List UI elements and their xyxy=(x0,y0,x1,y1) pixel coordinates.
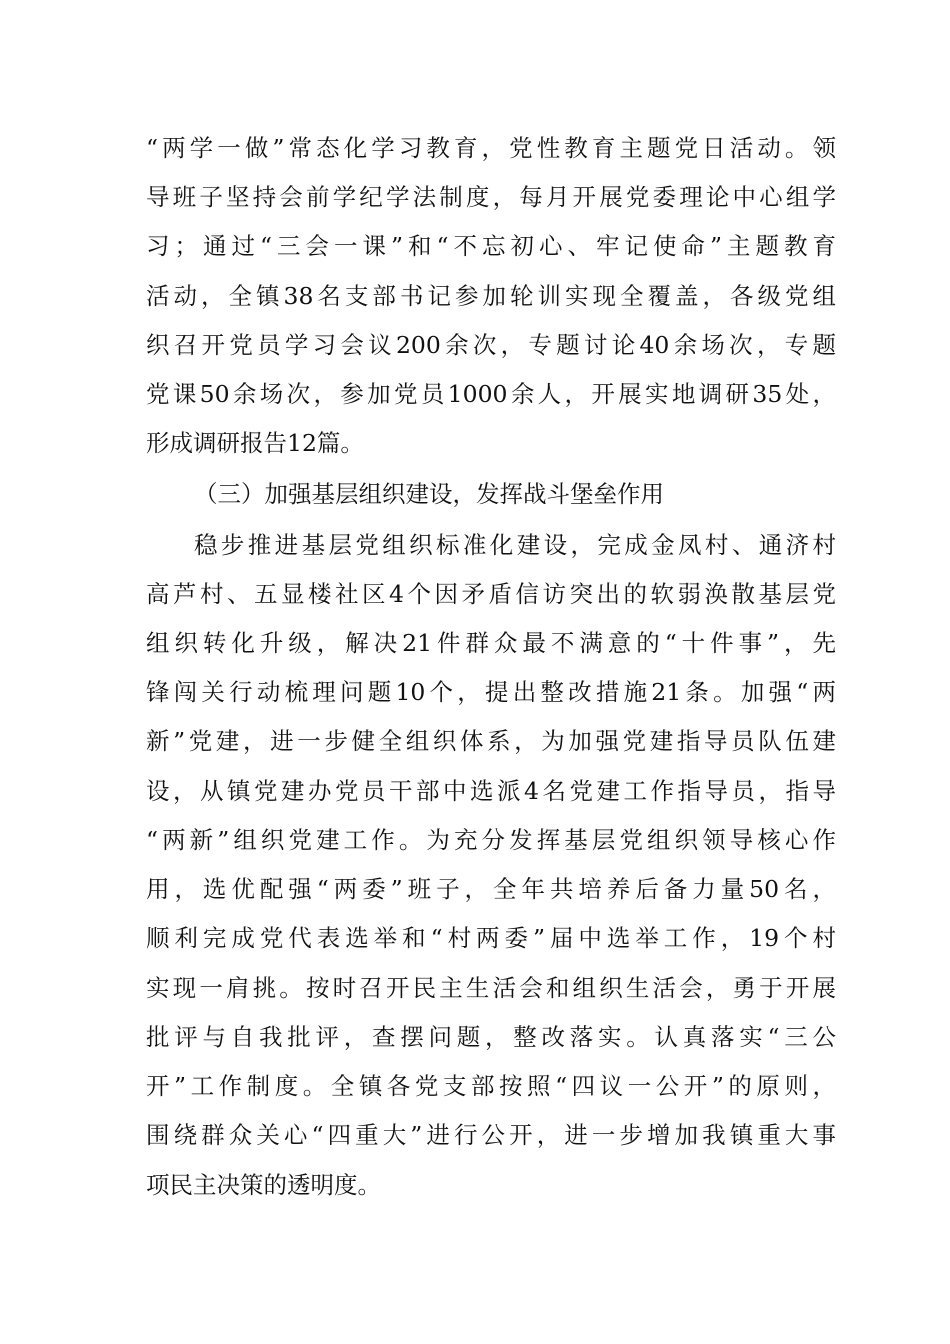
paragraph-1-line-3: 习；通过“三会一课”和“不忘初心、牢记使命”主题教育 xyxy=(146,232,836,260)
paragraph-1-line-2: 导班子坚持会前学纪学法制度，每月开展党委理论中心组学 xyxy=(146,183,836,211)
paragraph-1-line-5: 织召开党员学习会议200余次，专题讨论40余场次，专题 xyxy=(146,331,836,359)
paragraph-2-line-10: 实现一肩挑。按时召开民主生活会和组织生活会，勇于开展 xyxy=(146,974,836,1002)
paragraph-1-line-7: 形成调研报告12篇。 xyxy=(146,429,364,457)
paragraph-2-line-9: 顺利完成党代表选举和“村两委”届中选举工作，19个村 xyxy=(146,924,836,952)
paragraph-2-line-13: 围绕群众关心“四重大”进行公开，进一步增加我镇重大事 xyxy=(146,1121,836,1149)
paragraph-2-line-8: 用，选优配强“两委”班子，全年共培养后备力量50名， xyxy=(146,875,836,903)
paragraph-1-line-6: 党课50余场次，参加党员1000余人，开展实地调研35处， xyxy=(146,380,836,408)
paragraph-2-line-2: 高芦村、五显楼社区4个因矛盾信访突出的软弱涣散基层党 xyxy=(146,580,836,608)
paragraph-2-line-7: “两新”组织党建工作。为充分发挥基层党组织领导核心作 xyxy=(146,826,836,854)
paragraph-2-line-11: 批评与自我批评，查摆问题，整改落实。认真落实“三公 xyxy=(146,1023,836,1051)
paragraph-2-line-12: 开”工作制度。全镇各党支部按照“四议一公开”的原则， xyxy=(146,1072,836,1100)
paragraph-2-line-5: 新”党建，进一步健全组织体系，为加强党建指导员队伍建 xyxy=(146,727,836,755)
paragraph-1-line-4: 活动，全镇38名支部书记参加轮训实现全覆盖，各级党组 xyxy=(146,282,836,310)
paragraph-2-line-6: 设，从镇党建办党员干部中选派4名党建工作指导员，指导 xyxy=(146,777,836,805)
section-heading: （三）加强基层组织建设，发挥战斗堡垒作用 xyxy=(194,480,664,508)
paragraph-2-line-1: 稳步推进基层党组织标准化建设，完成金凤村、通济村 xyxy=(194,531,836,559)
paragraph-2-line-3: 组织转化升级，解决21件群众最不满意的“十件事”，先 xyxy=(146,629,836,657)
paragraph-1-line-1: “两学一做”常态化学习教育，党性教育主题党日活动。领 xyxy=(146,134,836,162)
paragraph-2-line-4: 锋闯关行动梳理问题10个，提出整改措施21条。加强“两 xyxy=(146,678,836,706)
paragraph-2-line-14: 项民主决策的透明度。 xyxy=(146,1171,381,1199)
